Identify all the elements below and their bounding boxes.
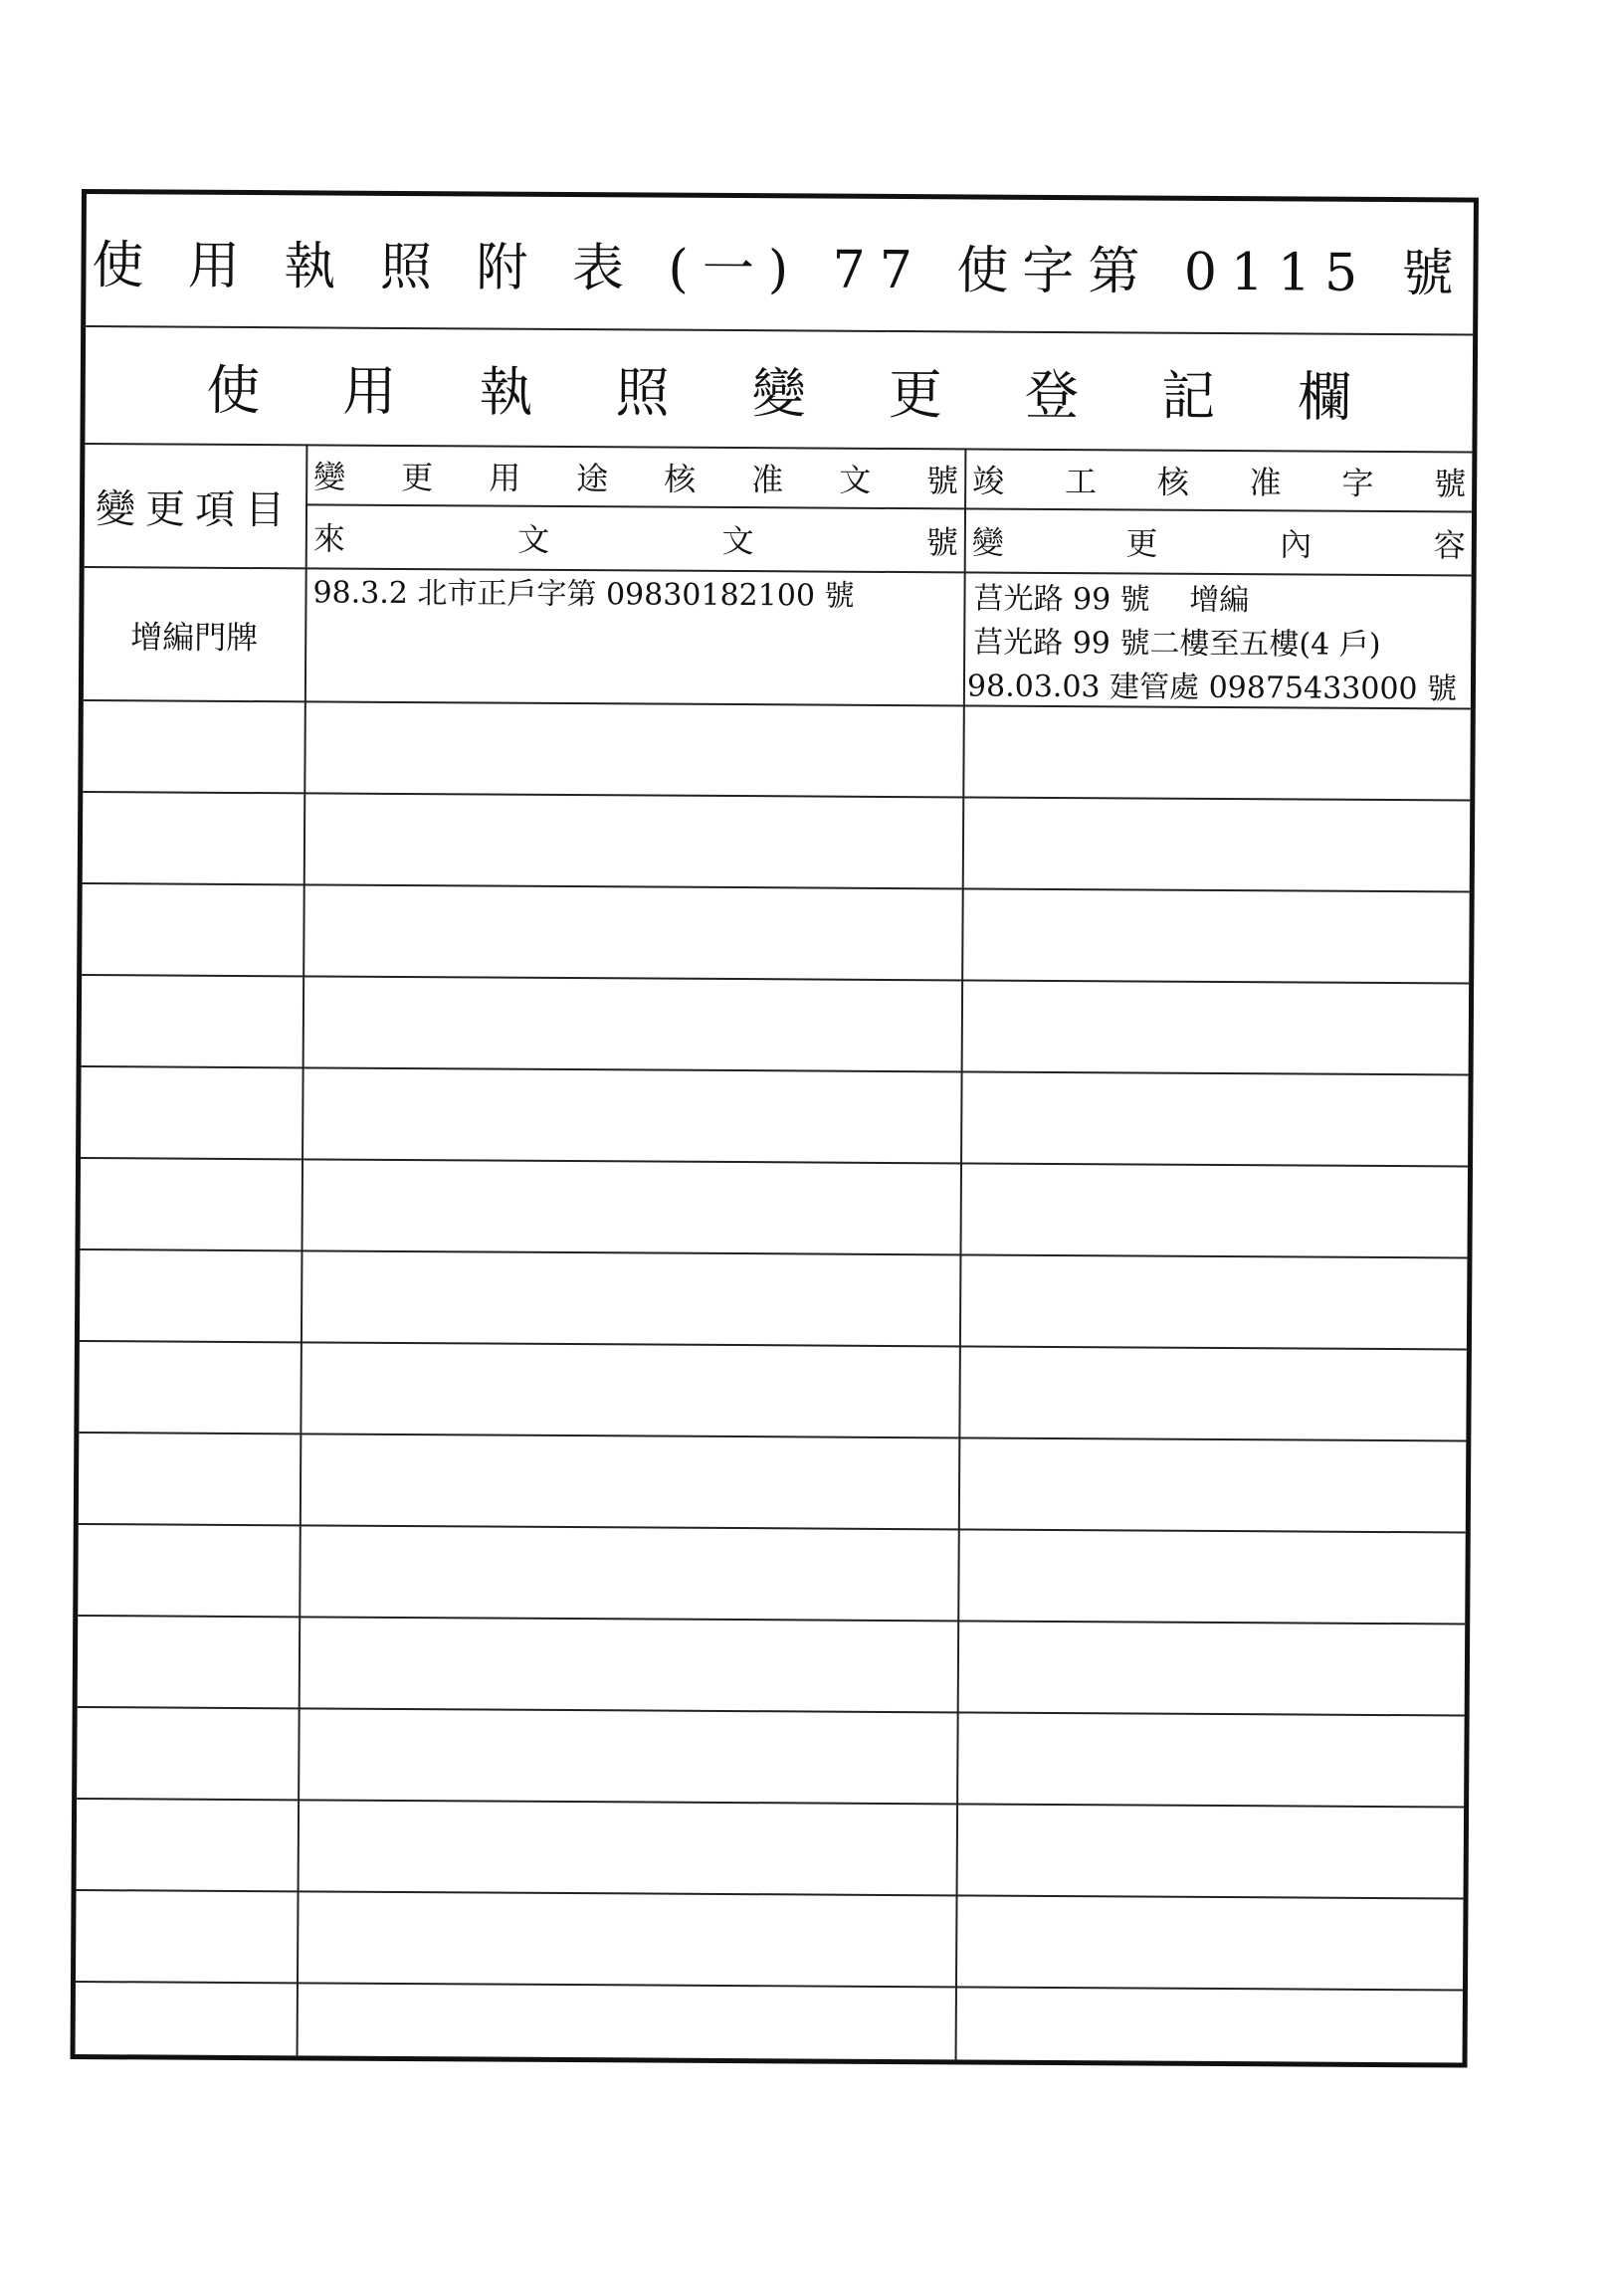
header-char: 途 [576,460,609,498]
change-content-header [966,509,1472,574]
header-char: 號 [925,523,958,562]
content-line: 莒光路 99 號二樓至五樓(4 戶) [973,625,1381,663]
header-char: 竣 [972,462,1005,500]
completion-header [966,450,1472,510]
row-divider [77,1889,1464,1900]
license-form [71,189,1479,2068]
header-char: 用 [489,459,521,497]
header-char: 號 [1434,465,1467,503]
header-char: 變 [971,523,1004,562]
header-char: 文 [721,521,754,561]
subtitle-char: 執 [479,359,533,424]
row-divider [76,1981,1463,1992]
row-divider [83,882,1470,893]
form-title: 使 用 執 照 附 表 (一) 77 使字第 0115 號 [92,235,1468,304]
header-char: 容 [1433,526,1466,565]
header-char: 工 [1064,463,1098,501]
header-char: 核 [664,460,697,498]
header-char: 字 [1341,464,1374,502]
header-char: 文 [517,520,550,559]
subtitle-char: 變 [751,361,806,425]
row-divider [77,1798,1464,1809]
content-line: 98.03.03 建管處 09875433000 號 [966,669,1458,707]
approval-doc-header [307,446,964,507]
subtitle-char: 登 [1024,363,1080,427]
header-char: 核 [1156,463,1189,501]
doc-number-cell: 98.3.2 北市正戶字第 09830182100 號 [312,575,855,614]
header-char: 號 [925,462,959,500]
header-char: 來 [312,519,345,558]
subtitle-char: 用 [342,359,397,423]
change-item-header: 變更項目 [95,485,296,533]
row-divider [81,1157,1468,1168]
change-item-cell: 增編門牌 [130,618,259,658]
header-char: 文 [839,461,872,499]
row-divider [79,1432,1466,1442]
subtitle-char: 使 [206,358,261,422]
content-line: 莒光路 99 號 增編 [973,581,1250,619]
incoming-doc-header [307,505,964,571]
header-char: 更 [1125,524,1158,563]
subtitle-char: 欄 [1297,364,1352,429]
header-char: 准 [1249,464,1282,502]
row-divider [78,1706,1465,1717]
subtitle-char: 更 [888,362,943,426]
header-char: 變 [313,458,346,496]
subtitle-char: 照 [615,360,670,425]
row-divider [80,1248,1467,1259]
row-divider [82,1065,1469,1076]
subtitle-char: 記 [1160,364,1216,428]
row-divider [78,1615,1465,1626]
row-divider [79,1523,1466,1534]
row-divider [80,1340,1467,1351]
row-divider [83,791,1470,802]
form-subtitle [85,327,1473,452]
header-char: 准 [751,461,784,499]
header-char: 更 [401,458,434,497]
header-char: 內 [1280,525,1313,564]
row-divider [82,974,1469,985]
